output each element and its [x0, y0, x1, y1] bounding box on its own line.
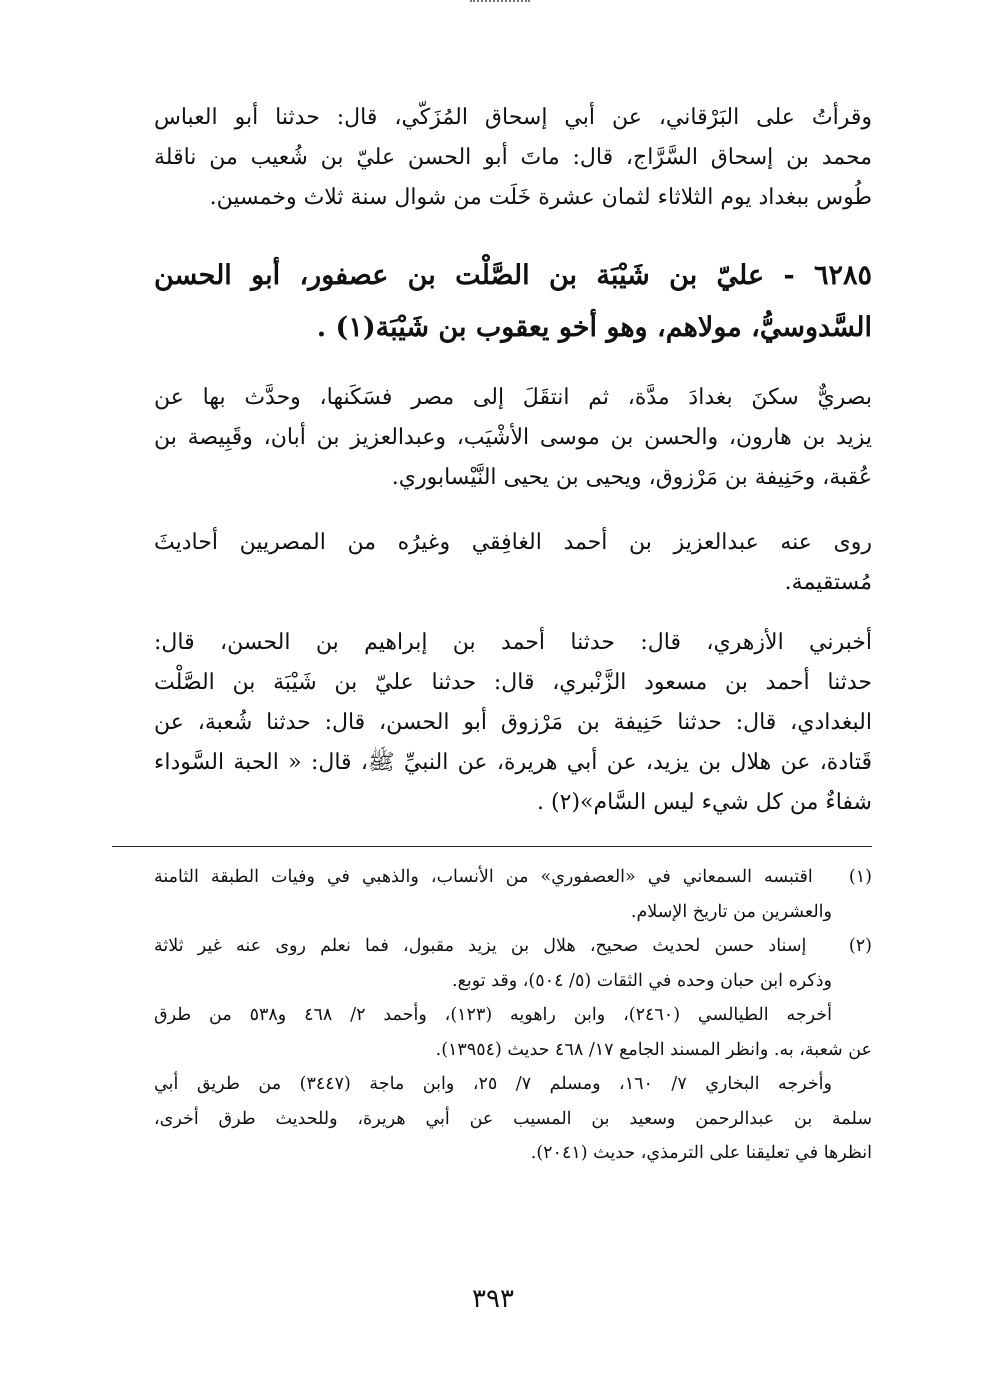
text-line: بصريٌّ سكنَ بغدادَ مدَّة، ثم انتقَلَ إلى مصر فسَكَنها، وحدَّث بها عن [154, 385, 872, 410]
heading-line: السَّدوسيُّ، مولاهم، وهو أخو يعقوب بن شَيْبَة(١) . [316, 312, 872, 343]
footnote-2-line: سلمة بن عبدالرحمن وسعيد بن المسيب عن أبي هريرة، وللحديث طرق أخرى، [154, 1108, 872, 1129]
text-line: عُقبة، وحَنِيفة بن مَرْزوق، ويحيى بن يحيى النَّيْسابوري. [391, 465, 872, 490]
text-line: طُوس ببغداد يوم الثلاثاء لثمان عشرة خَلَت من شوال سنة ثلاث وخمسين. [209, 185, 872, 210]
paragraph-biography [154, 378, 872, 498]
text-line: شفاءٌ من كل شيء ليس السَّام»(٢) . [537, 790, 872, 815]
paragraph-narration [154, 98, 872, 218]
footnote-2-line: انظرها في تعليقنا على الترمذي، حديث (٢٠٤١). [530, 1143, 872, 1163]
page-number: ٣٩٣ [472, 1284, 514, 1314]
footnote-text: اقتبسه السمعاني في «العصفوري» من الأنساب، والذهبي في وفيات الطبقة الثامنة [154, 867, 813, 887]
text-line: وقرأتُ على البَرْقاني، عن أبي إسحاق المُزَكّي، قال: حدثنا أبو العباس [154, 105, 872, 130]
biography-entry-heading [154, 250, 872, 354]
footnote-2-line [154, 929, 872, 964]
footnote-2-line: أخرجه الطيالسي (٢٤٦٠)، وابن راهويه (١٢٣)، وأحمد ٢/ ٤٦٨ و٥٣٨ من طرق [154, 1005, 832, 1025]
paragraph-narrators [154, 523, 872, 603]
paragraph-hadith [154, 623, 872, 823]
text-line: محمد بن إسحاق السَّرَّاج، قال: ماتَ أبو الحسن عليّ بن شُعيب من ناقلة [154, 145, 872, 170]
footnote-2-line: وذكره ابن حبان وحده في الثقات (٥/ ٥٠٤)، وقد توبع. [452, 970, 832, 991]
footnote-number: (١) [848, 867, 872, 887]
footnote-2-line: وأخرجه البخاري ٧/ ١٦٠، ومسلم ٧/ ٢٥، وابن ماجة (٣٤٤٧) من طريق أبي [154, 1074, 832, 1094]
footnote-text: إسناد حسن لحديث صحيح، هلال بن يزيد مقبول، فما نعلم روى عنه غير ثلاثة [154, 936, 807, 956]
text-line: روى عنه عبدالعزيز بن أحمد الغافِقي وغيرُه من المصريين أحاديثَ [154, 530, 872, 555]
text-line: أخبرني الأزهري، قال: حدثنا أحمد بن إبراهيم بن الحسن، قال: [154, 630, 872, 655]
heading-line: ٦٢٨٥ - عليّ بن شَيْبَة بن الصَّلْت بن عصفور، أبو الحسن [154, 260, 872, 291]
text-line: مُستقيمة. [784, 570, 872, 595]
footnote-number: (٢) [848, 936, 872, 956]
text-line: حدثنا أحمد بن مسعود الزَّنْبري، قال: حدثنا عليّ بن شَيْبَة بن الصَّلْت [154, 670, 872, 695]
footnotes [154, 860, 872, 1171]
footnote-1-line [154, 860, 872, 895]
text-line: البغدادي، قال: حدثنا حَنِيفة بن مَرْزوق أبو الحسن، قال: حدثنا شُعبة، عن [154, 710, 872, 735]
footnote-1-line: والعشرين من تاريخ الإسلام. [630, 901, 832, 922]
footnote-2-line: عن شعبة، به. وانظر المسند الجامع ١٧/ ٤٦٨ حديث (١٣٩٥٤). [435, 1039, 872, 1060]
text-line: قَتادة، عن هلال بن يزيد، عن أبي هريرة، عن النبيِّ ﷺ، قال: « الحبة السَّوداء [154, 750, 872, 775]
footnote-separator [112, 846, 872, 847]
text-line: يزيد بن هارون، والحسن بن موسى الأشْيَب، وعبدالعزيز بن أبان، وقَبِيصة بن [154, 425, 872, 450]
